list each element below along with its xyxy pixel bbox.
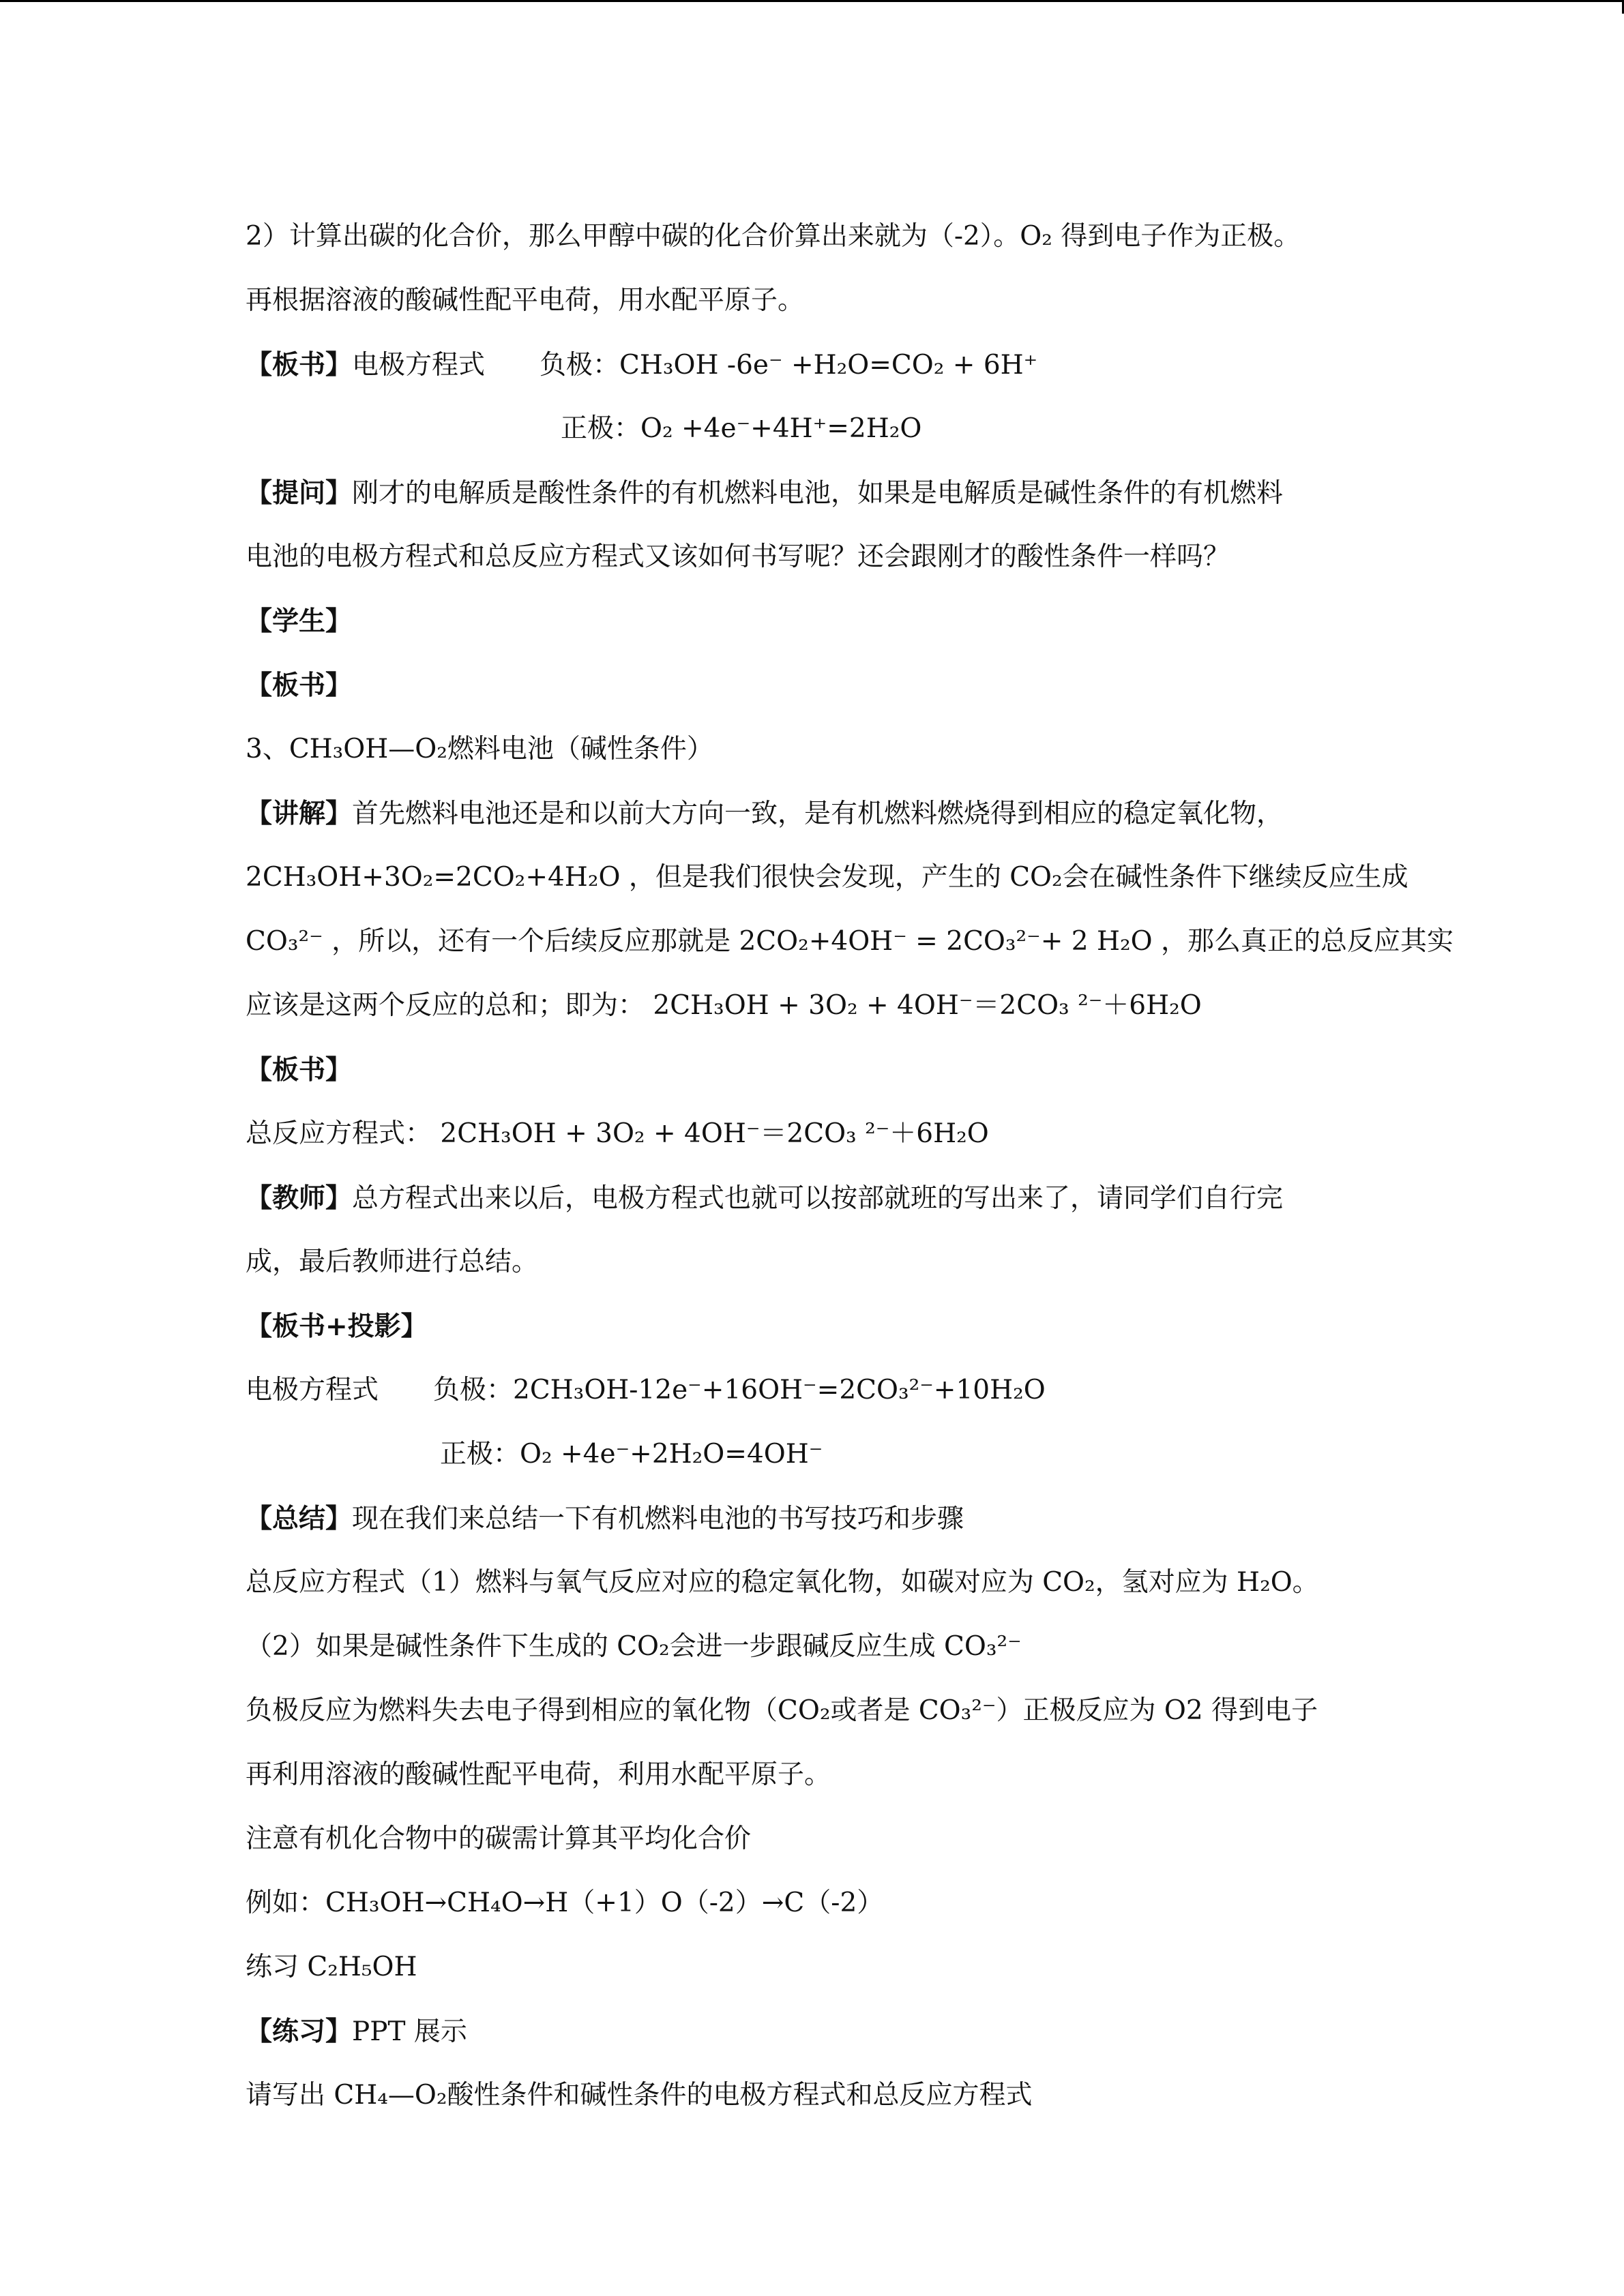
paragraph-line: 例如：CH₃OH→CH₄O→H（+1）O（-2）→C（-2） — [246, 1888, 884, 1918]
section-tag: 【教师】 — [246, 1182, 353, 1214]
question-line — [246, 461, 1405, 525]
paragraph-line: 请写出 CH₄—O₂酸性条件和碱性条件的电极方程式和总反应方程式 — [246, 2080, 1033, 2111]
paragraph-line: 2CH₃OH+3O₂=2CO₂+4H₂O ，但是我们很快会发现，产生的 CO₂会在碱性条件下继续反应生成 — [246, 862, 1408, 893]
section-text: 首先燃料电池还是和以前大方向一致，是有机燃料燃烧得到相应的稳定氧化物， — [352, 799, 1284, 829]
section-tag: 【提问】 — [246, 477, 353, 509]
paragraph-line: 总反应方程式（1）燃料与氧气反应对应的稳定氧化物，如碳对应为 CO₂，氢对应为 H₂O。 — [246, 1567, 1319, 1598]
section-text: PPT 展示 — [352, 2016, 467, 2047]
subheading-line: 3、CH₃OH—O₂燃料电池（碱性条件） — [246, 734, 713, 764]
equation: 负极：2CH₃OH-12e⁻+16OH⁻=2CO₃²⁻+10H₂O — [433, 1375, 1046, 1405]
section-tag: 【板书】 — [246, 670, 353, 701]
equation-line — [246, 1358, 1405, 1422]
paragraph-line: 再根据溶液的酸碱性配平电荷，用水配平原子。 — [246, 285, 805, 316]
equation-line: 总反应方程式： 2CH₃OH + 3O₂ + 4OH⁻＝2CO₃ ²⁻＋6H₂O — [246, 1118, 989, 1149]
paragraph-line: 成，最后教师进行总结。 — [246, 1247, 539, 1277]
summary-line — [246, 1487, 1405, 1551]
section-tag: 【板书+投影】 — [246, 1311, 428, 1342]
paragraph-line: 再利用溶液的酸碱性配平电荷，利用水配平原子。 — [246, 1759, 831, 1790]
paragraph-line: CO₃²⁻ ，所以，还有一个后续反应那就是 2CO₂+4OH⁻ = 2CO₃²⁻+ 2 H₂O ，那么真正的总反应其实 — [246, 926, 1454, 957]
section-tag: 【总结】 — [246, 1503, 353, 1534]
section-tag: 【学生】 — [246, 606, 353, 637]
paragraph-line: 注意有机化合物中的碳需计算其平均化合价 — [246, 1823, 752, 1854]
explanation-line — [246, 781, 1405, 846]
section-text: 现在我们来总结一下有机燃料电池的书写技巧和步骤 — [352, 1504, 964, 1534]
section-text: 刚才的电解质是酸性条件的有机燃料电池，如果是电解质是碱性条件的有机燃料 — [352, 478, 1284, 509]
exercise-line — [246, 1999, 1405, 2063]
paragraph-line: 负极反应为燃料失去电子得到相应的氧化物（CO₂或者是 CO₃²⁻）正极反应为 O2 得到电子 — [246, 1695, 1318, 1726]
top-border — [0, 0, 1624, 2]
equation-line: 正极：O₂ +4e⁻+2H₂O=4OH⁻ — [440, 1439, 823, 1470]
teacher-line — [246, 1166, 1405, 1230]
paragraph-line: 电池的电极方程式和总反应方程式又该如何书写呢？还会跟刚才的酸性条件一样吗？ — [246, 541, 1230, 572]
section-tag: 【讲解】 — [246, 798, 353, 829]
equation-label: 电极方程式 — [246, 1375, 379, 1405]
equation: 负极：CH₃OH -6e⁻ +H₂O=CO₂ + 6H⁺ — [540, 350, 1038, 381]
equation-line: 正极：O₂ +4e⁻+4H⁺=2H₂O — [561, 413, 922, 444]
paragraph-line: （2）如果是碱性条件下生成的 CO₂会进一步跟碱反应生成 CO₃²⁻ — [246, 1631, 1022, 1662]
section-tag: 【板书】 — [246, 349, 353, 381]
paragraph-line: 2）计算出碳的化合价，那么甲醇中碳的化合价算出来就为（-2）。O₂ 得到电子作为正极。 — [246, 221, 1301, 252]
board-writing-line — [246, 333, 1405, 397]
section-text: 总方程式出来以后，电极方程式也就可以按部就班的写出来了，请同学们自行完 — [352, 1183, 1284, 1214]
paragraph-line: 练习 C₂H₅OH — [246, 1952, 417, 1982]
section-text: 电极方程式 — [352, 350, 486, 381]
section-tag: 【板书】 — [246, 1054, 353, 1086]
document-body — [246, 205, 1454, 2128]
paragraph-line: 应该是这两个反应的总和；即为： 2CH₃OH + 3O₂ + 4OH⁻＝2CO₃ ²⁻＋6H₂O — [246, 990, 1202, 1021]
section-tag: 【练习】 — [246, 2016, 353, 2047]
